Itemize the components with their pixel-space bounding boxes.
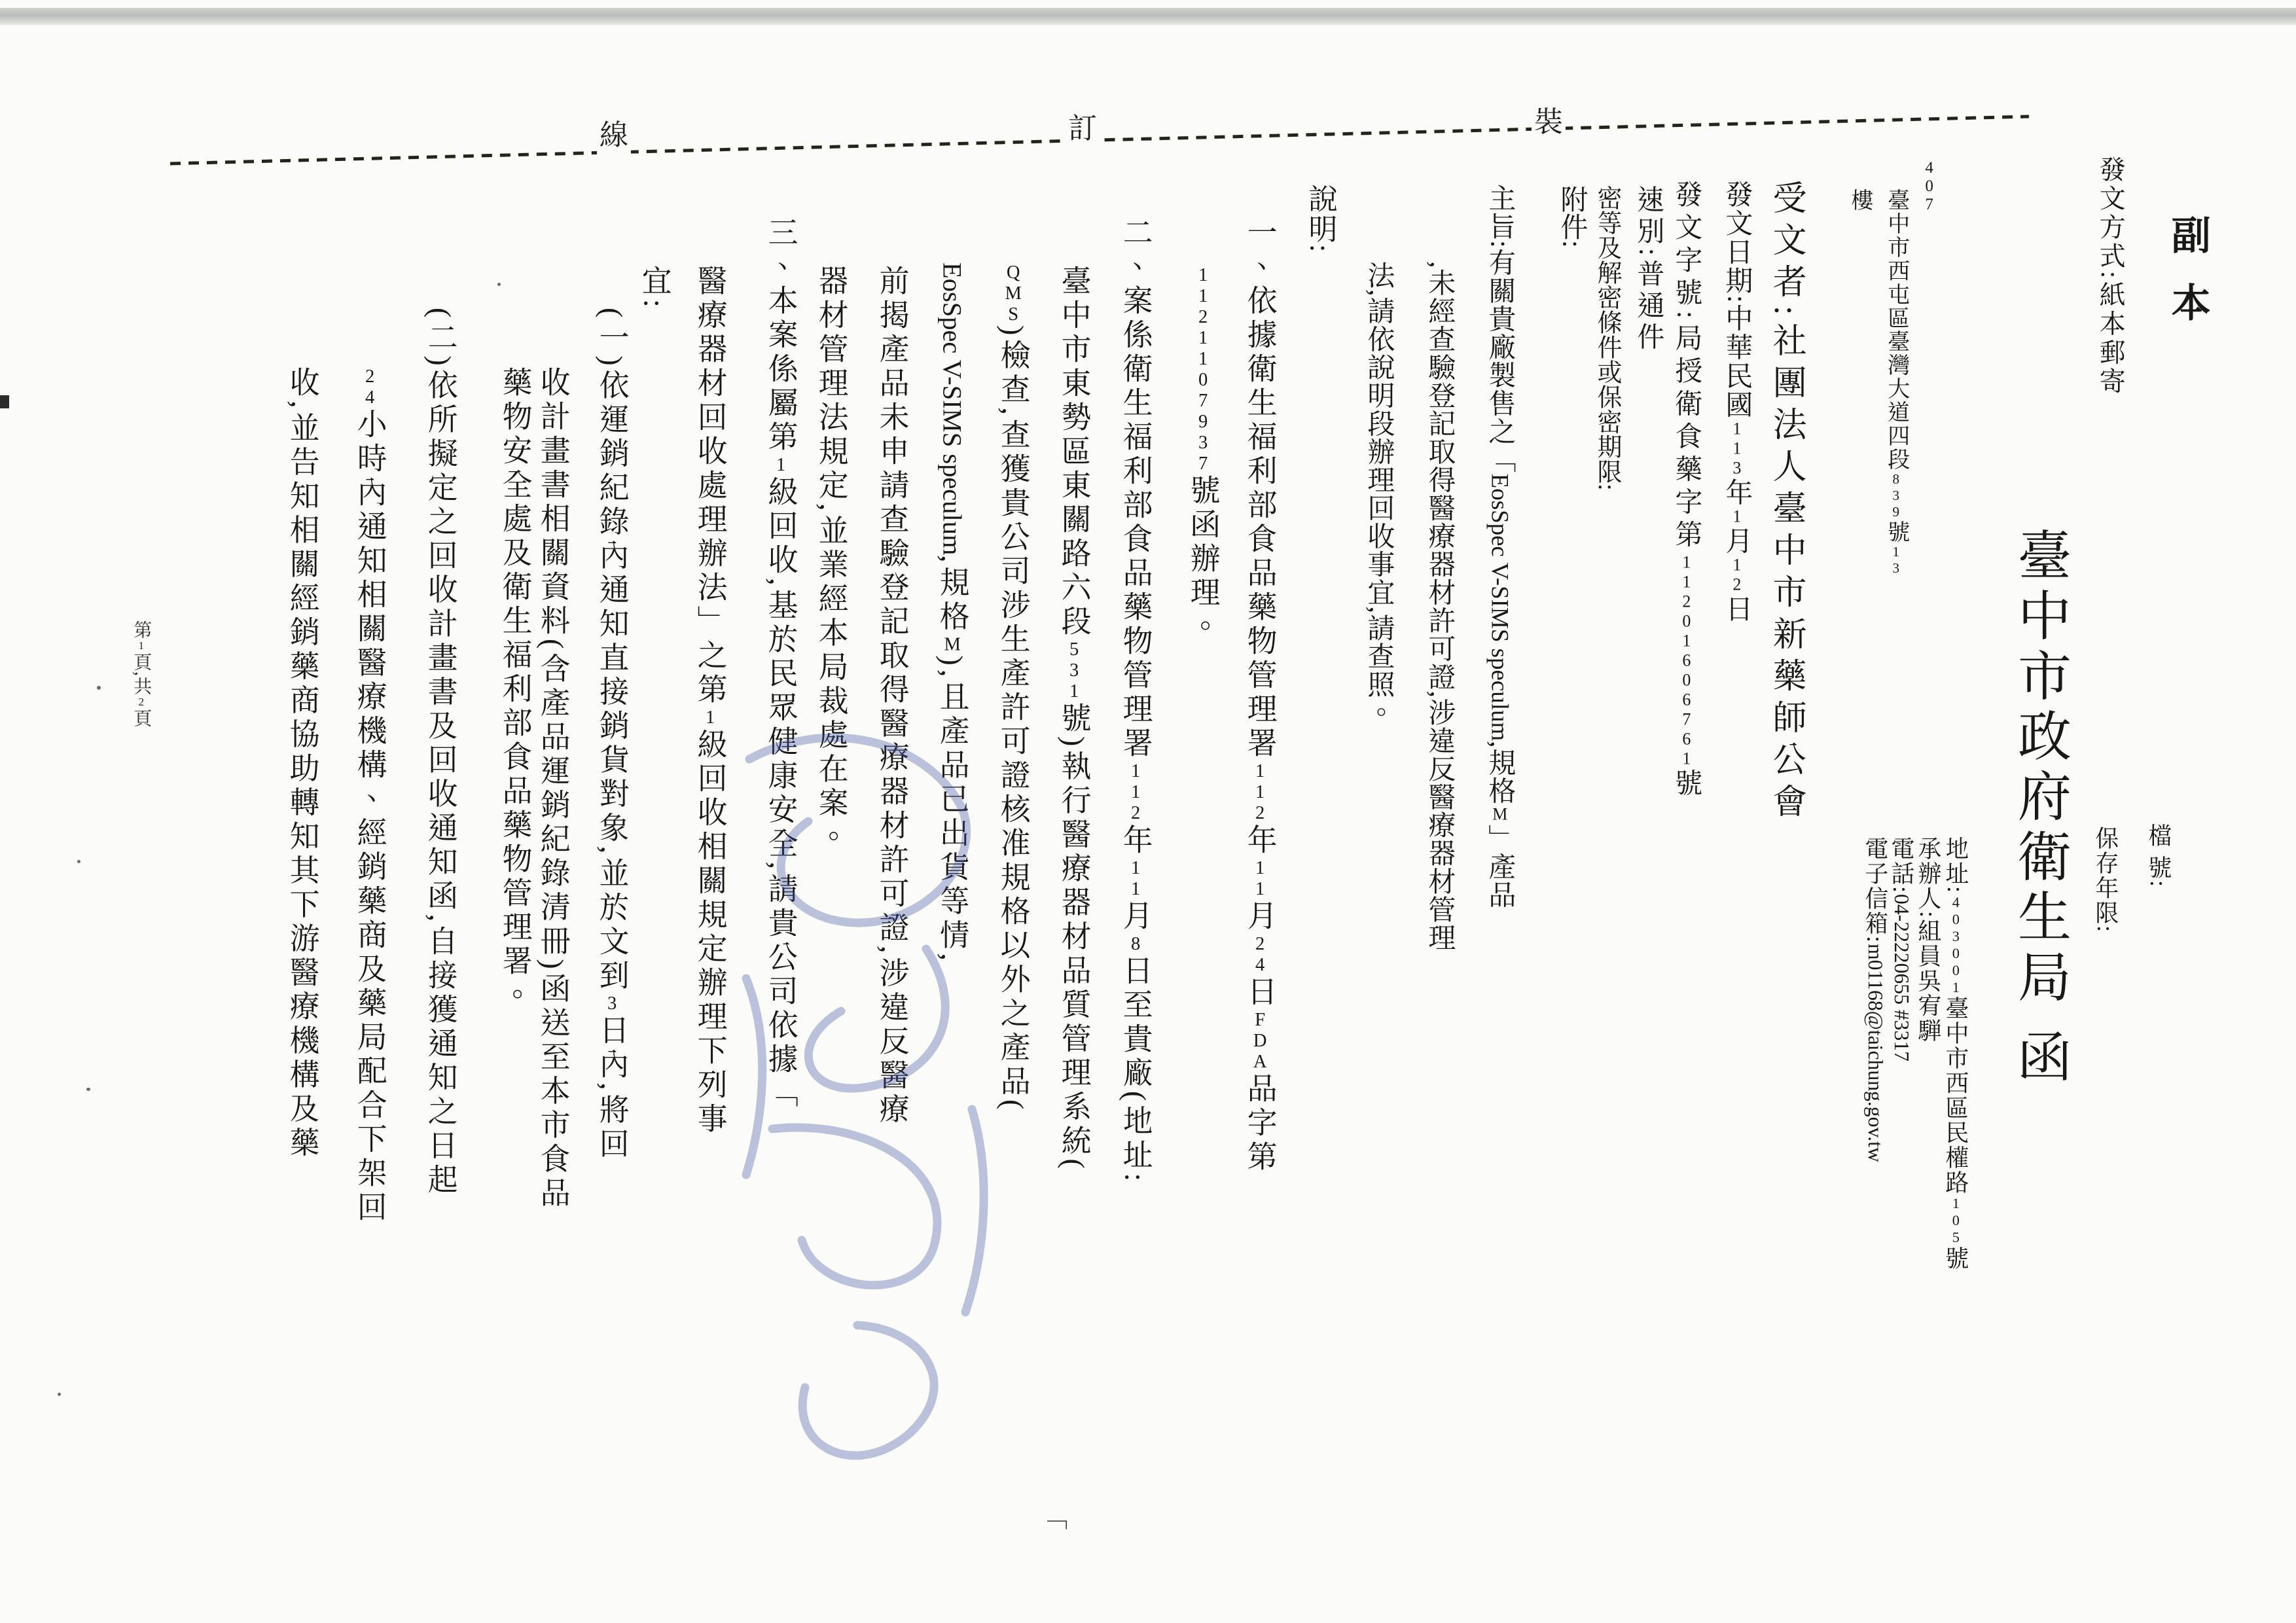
subject-col-1 (1484, 184, 1514, 909)
scan-artifact (86, 1088, 90, 1091)
delivery-method: 發文方式:紙本郵寄 (2096, 156, 2126, 397)
scan-artifact (0, 395, 9, 408)
scan-artifact (97, 686, 101, 690)
explanation-label: 說明: (1304, 184, 1336, 254)
item3-col-3: 宜: (637, 265, 672, 312)
scan-artifact (497, 283, 501, 286)
scan-artifact (77, 860, 81, 863)
binding-mark-ding: 訂 (1066, 103, 1100, 148)
recipient-postal-code: 407 (1920, 159, 1939, 214)
file-number-label: 檔 號: (2145, 823, 2172, 889)
binding-mark-zhuang: 裝 (1532, 97, 1566, 141)
contact-email-label: 電子信箱: (1861, 836, 1888, 944)
contact-person: 承辦人:組員吳宥騨 (1914, 836, 1941, 1044)
page-footer: 第1頁,共2頁 (131, 620, 152, 728)
contact-phone (1888, 836, 1914, 1061)
item2-col-1: 二、案係衛生福利部食品藥物管理署112年11月8日至貴廠(地址: (1119, 217, 1153, 1186)
retention-label: 保存年限: (2092, 826, 2119, 934)
recipient-address-line2: 樓 (1847, 188, 1872, 211)
contact-email (1862, 836, 1888, 1162)
subitem1-col-2: 收計畫書相關資料(含產品運銷紀錄清冊)函送至本市食品 (536, 366, 570, 1211)
received-stamp (710, 704, 1018, 1508)
item2-col-5: 前揭產品未申請查驗登記取得醫療器材許可證,涉違反醫療 (875, 265, 909, 1128)
contact-phone-number: 04-22220655 #3317 (1890, 894, 1913, 1062)
item1-col-1: 一、依據衛生福利部食品藥物管理署112年11月24日FDA品字第 (1243, 217, 1277, 1175)
item3-col-2: 醫療器材回收處理辦法」之第1級回收相關規定辦理下列事 (693, 265, 727, 1137)
item2-col-2: 臺中市東勢區東關路六段531號)執行醫療器材品質管理系統( (1057, 265, 1091, 1173)
item2-col-4-post: ,規格M),且產品已出貨等情, (935, 555, 969, 965)
subitem1-col-1: (一)依運銷紀錄內通知直接銷貨對象,並於文到3日內,將回 (595, 308, 629, 1162)
subitem2-col-2: 24小時內通知相關醫療機構、經銷藥商及藥局配合下架回 (353, 366, 387, 1225)
item1-col-2: 1121107937號函辦理。 (1186, 265, 1220, 645)
item3-col-1: 三、本案係屬第1級回收,基於民眾健康安全,請貴公司依據「 (764, 217, 798, 1111)
contact-address: 地址:403001臺中市西區民權路105號 (1942, 836, 1969, 1272)
speed-class: 速別:普通件 (1633, 185, 1664, 354)
recipient-address-line1: 臺中市西屯區臺灣大道四段839號13 (1884, 188, 1909, 577)
item2-col-6: 器材管理法規定,並業經本局裁處在案。 (814, 265, 848, 855)
item2-col-3: QMS)檢查,查獲貴公司涉生產許可證核准規格以外之產品( (996, 262, 1030, 1114)
doc-number: 發文字號:局授衛食藥字第11201606761號 (1671, 180, 1702, 802)
recipient-line: 受文者:社團法人臺中市新藥師公會 (1767, 180, 1805, 826)
issue-date: 發文日期:中華民國113年1月12日 (1721, 180, 1752, 624)
item2-product-name-latin: EosSpec V-SIMS speculum (937, 262, 967, 556)
copy-label: 副 本 (2166, 215, 2210, 330)
contact-phone-label: 電話: (1888, 836, 1914, 895)
security-class: 密等及解密條件或保密期限: (1593, 185, 1621, 491)
subitem2-col-1: (二)依所擬定之回收計畫書及回收通知函,自接獲通知之日起 (423, 308, 457, 1198)
subitem1-col-3: 藥物安全處及衛生福利部食品藥物管理署。 (498, 366, 532, 1013)
subject-col-1-post: ,規格M」產品 (1484, 741, 1515, 909)
contact-email-address: m01168@taichung.gov.tw (1863, 944, 1887, 1162)
subject-col-2: ,未經查驗登記取得醫療器材許可證,涉違反醫療器材管理 (1424, 261, 1455, 952)
subitem2-col-3: 收,並告知相關經銷藥商協助轉知其下游醫療機構及藥 (285, 366, 319, 1161)
subject-col-3: 法,請依說明段辦理回收事宜,請查照。 (1363, 261, 1394, 726)
subject-col-1-pre: 主旨:有關貴廠製售之「 (1484, 184, 1515, 474)
scan-paper-edge (0, 8, 2296, 25)
stray-ink-mark: 「 (1036, 1503, 1066, 1530)
attachment-label: 附件: (1556, 185, 1587, 248)
scan-artifact (58, 1393, 61, 1396)
subject-product-name-latin: EosSpec V-SIMS speculum (1486, 473, 1514, 741)
doc-title: 臺中市政府衛生局 函 (2010, 527, 2070, 1090)
binding-dashed-line (0, 92, 2296, 177)
binding-mark-line: 線 (597, 110, 631, 154)
